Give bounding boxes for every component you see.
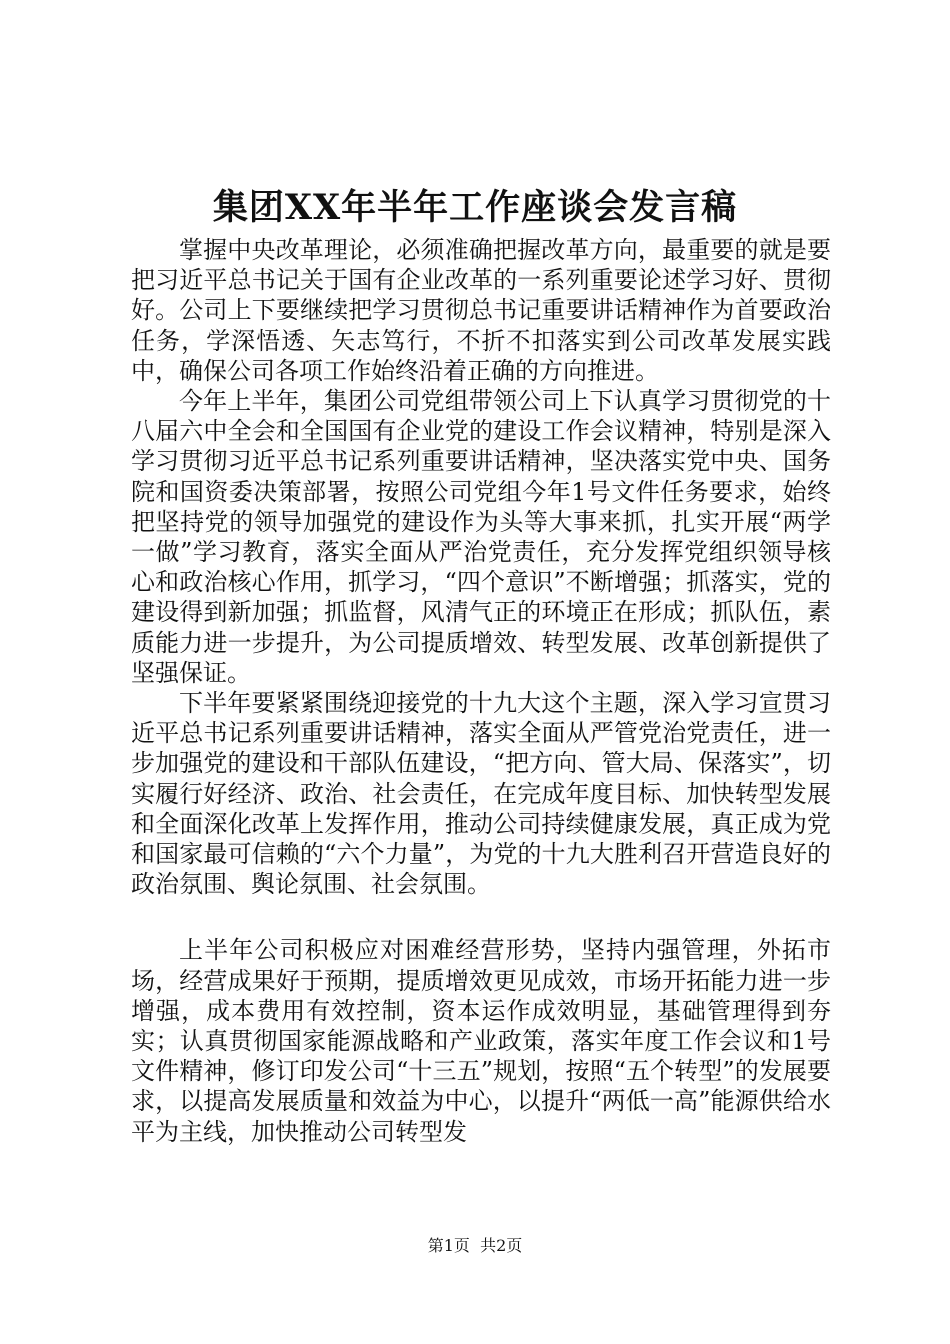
document-title: 集团XX年半年工作座谈会发言稿 <box>212 187 738 228</box>
paragraph-4: 上半年公司积极应对困难经营形势，坚持内强管理，外拓市场，经营成果好于预期，提质增效更见成效，市场开拓能力进一步增强，成本费用有效控制，资本运作成效明显，基础管理得到夯实；认真贯彻国家能源战略和产业政策，落实年度工作会议和1号文件精神，修订印发公司“十三五”规划，按照“五个转型”的发展要求，以提高发展质量和效益为中心，以提升“两低一高”能源供给水平为主线，加快推动公司转型发 <box>131 936 831 1146</box>
page-footer: 第1页 共2页 <box>427 1236 523 1255</box>
paragraph-2: 今年上半年，集团公司党组带领公司上下认真学习贯彻党的十八届六中全会和全国国有企业党的建设工作会议精神，特别是深入学习贯彻习近平总书记系列重要讲话精神，坚决落实党中央、国务院和国资委决策部署，按照公司党组今年1号文件任务要求，始终把坚持党的领导加强党的建设作为头等大事来抓，扎实开展“两学一做”学习教育，落实全面从严治党责任，充分发挥党组织领导核心和政治核心作用，抓学习，“四个意识”不断增强；抓落实，党的建设得到新加强；抓监督，风清气正的环境正在形成；抓队伍，素质能力进一步提升，为公司提质增效、转型发展、改革创新提供了坚强保证。 <box>131 387 831 687</box>
document-body <box>131 235 831 1147</box>
paragraph-1: 掌握中央改革理论，必须准确把握改革方向，最重要的就是要把习近平总书记关于国有企业改革的一系列重要论述学习好、贯彻好。公司上下要继续把学习贯彻总书记重要讲话精神作为首要政治任务，学深悟透、矢志笃行，不折不扣落实到公司改革发展实践中，确保公司各项工作始终沿着正确的方向推进。 <box>131 236 831 385</box>
paragraph-3: 下半年要紧紧围绕迎接党的十九大这个主题，深入学习宣贯习近平总书记系列重要讲话精神，落实全面从严管党治党责任，进一步加强党的建设和干部队伍建设，“把方向、管大局、保落实”，切实履行好经济、政治、社会责任，在完成年度目标、加快转型发展和全面深化改革上发挥作用，推动公司持续健康发展，真正成为党和国家最可信赖的“六个力量”，为党的十九大胜利召开营造良好的政治氛围、舆论氛围、社会氛围。 <box>131 689 831 899</box>
